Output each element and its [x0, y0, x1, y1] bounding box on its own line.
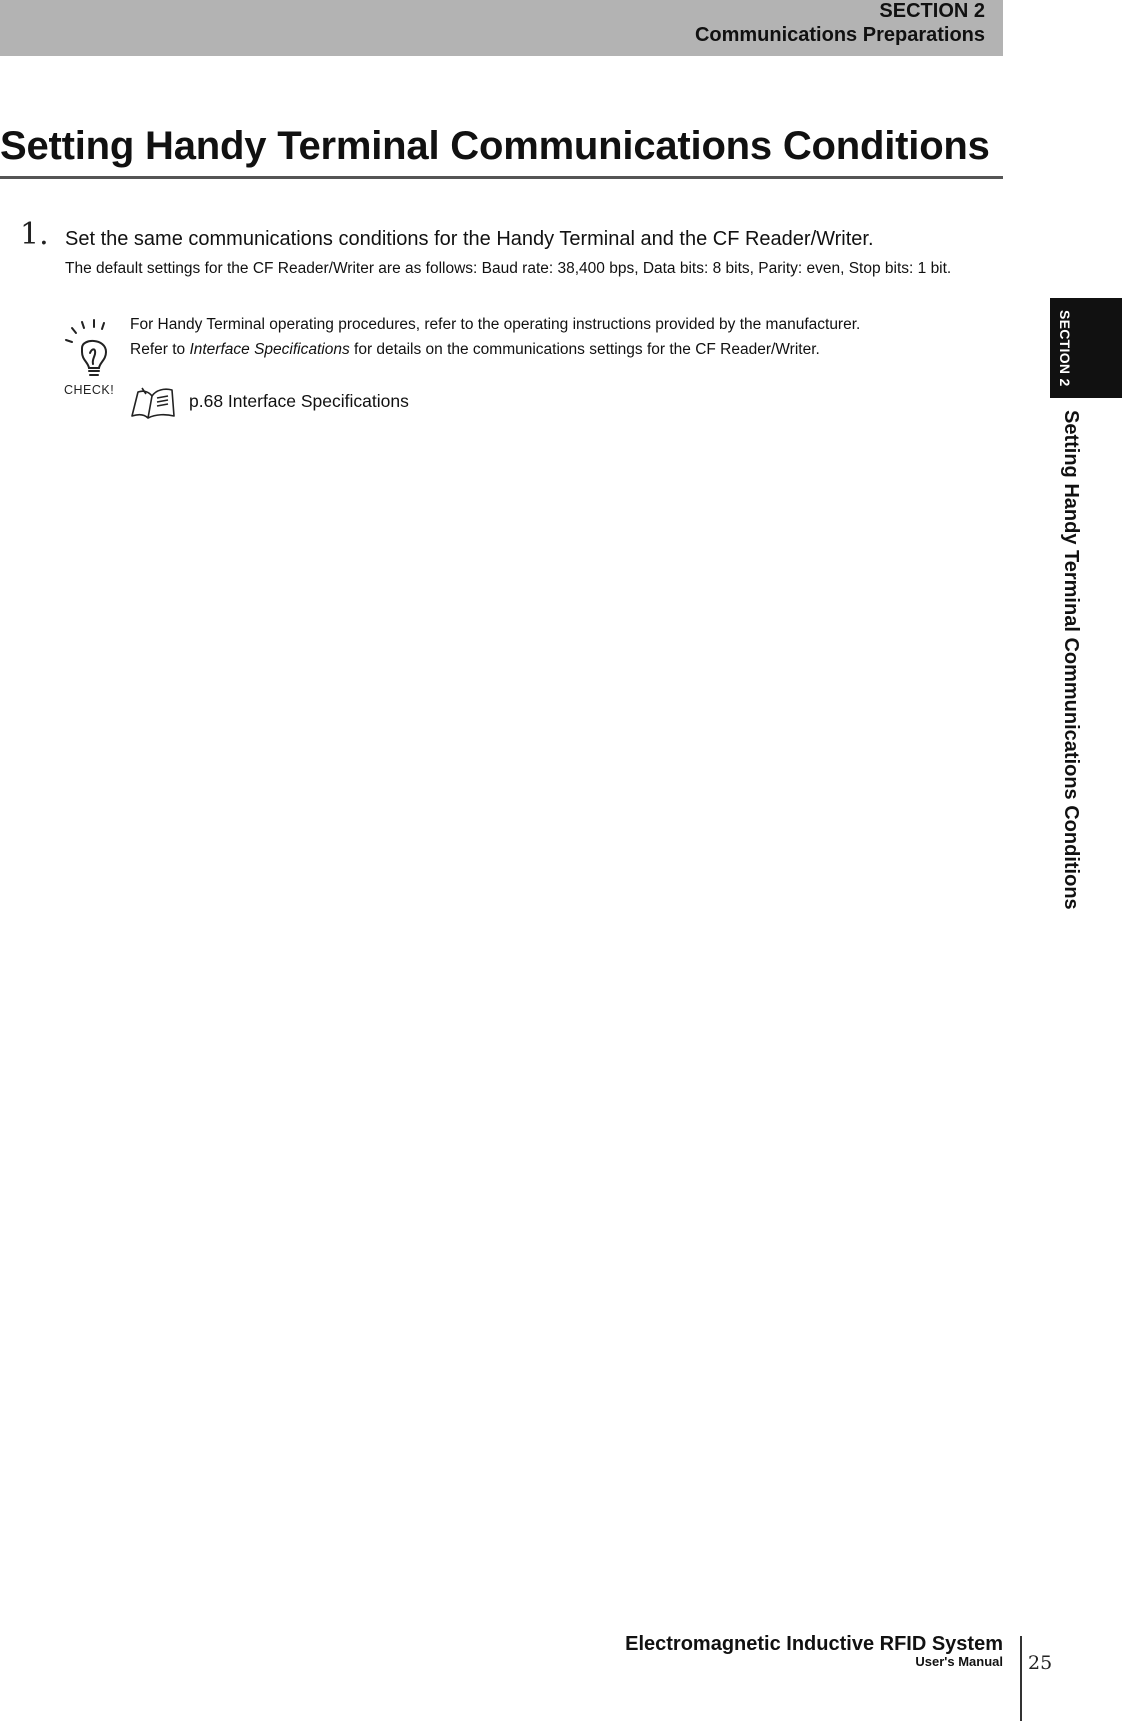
side-running-title: Setting Handy Terminal Communications Conditions — [1060, 410, 1082, 910]
note-line-1: For Handy Terminal operating procedures, refer to the operating instructions provided by the manufacturer. — [130, 316, 861, 333]
note-line-2 — [130, 340, 820, 360]
page-number: 25 — [1028, 1652, 1053, 1674]
step-instruction: Set the same communications conditions for the Handy Terminal and the CF Reader/Writer. — [65, 228, 874, 250]
interface-specifications-italic: Interface Specifications — [189, 341, 350, 358]
check-label: CHECK! — [64, 383, 115, 397]
header-subtitle: Communications Preparations — [694, 24, 985, 46]
header-section-label: SECTION 2 — [879, 0, 985, 22]
footer-title: Electromagnetic Inductive RFID System — [625, 1633, 1003, 1655]
footer-subtitle: User's Manual — [915, 1654, 1003, 1669]
step-detail: The default settings for the CF Reader/Writer are as follows: Baud rate: 38,400 bps, Data bits: 8 bits, Parity: even, Stop bits: 1 bit. — [65, 260, 952, 277]
step-number: 1. — [20, 217, 49, 252]
side-section-tab-label: SECTION 2 — [1057, 309, 1073, 387]
book-reference-icon — [130, 386, 176, 420]
note-line-2-suffix: for details on the communications settings for the CF Reader/Writer. — [349, 341, 820, 358]
title-divider — [0, 176, 1003, 179]
footer-divider — [1020, 1636, 1022, 1721]
note-line-2-prefix: Refer to — [130, 341, 190, 358]
reference-link[interactable]: p.68 Interface Specifications — [189, 391, 409, 411]
page-title: Setting Handy Terminal Communications Conditions — [0, 124, 990, 168]
